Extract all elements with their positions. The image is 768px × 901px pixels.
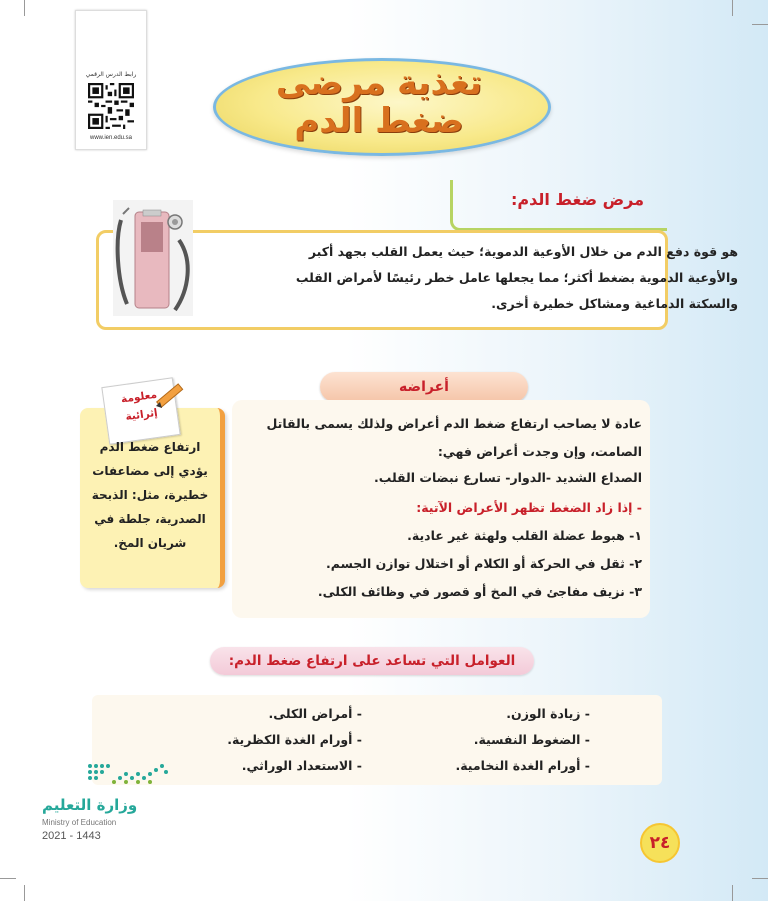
note-line: خطيرة، مثل: الذبحة: [91, 488, 209, 502]
symptoms-subheading: - إذا زاد الضغط تظهر الأعراض الآتية:: [416, 500, 642, 515]
crop-mark: [24, 0, 25, 16]
note-line: الصدرية، جلطة في: [94, 512, 206, 526]
crop-mark: [752, 24, 768, 25]
definition-line: والأوعية الدموية بضغط أكثر؛ مما يجعلها عامل خطر رئيسًا لأمراض القلب: [295, 270, 738, 285]
crop-mark: [0, 878, 16, 879]
crop-mark: [732, 0, 733, 16]
ministry-name-arabic: وزارة التعليم: [42, 796, 138, 814]
qr-url[interactable]: www.ien.edu.sa: [89, 135, 133, 141]
note-card-label: إثرائية: [124, 406, 159, 424]
page-number: ٢٤: [640, 823, 680, 863]
symptoms-line: الصداع الشديد -الدوار- تسارع نبضات القلب.: [373, 470, 642, 485]
page-title-line1: تغذية مرضى: [275, 63, 483, 103]
edition-year: 2021 - 1443: [42, 830, 101, 842]
crop-mark: [24, 885, 25, 901]
symptom-item: ٢- ثقل في الحركة أو الكلام أو اختلال توازن الجسم.: [326, 556, 642, 571]
symptoms-line: عادة لا يصاحب ارتفاع ضغط الدم أعراض ولذلك يسمى بالقاتل: [266, 416, 642, 431]
factor-item: - أورام الغدة النخامية.: [455, 758, 590, 773]
note-line: ارتفاع ضغط الدم: [99, 440, 201, 454]
ministry-logo-icon: [86, 760, 170, 786]
symptom-item: ١- هبوط عضلة القلب ولهثة غير عادية.: [407, 528, 642, 543]
definition-line: والسكتة الدماغية ومشاكل خطيرة أخرى.: [491, 296, 738, 311]
symptom-item: ٣- نزيف مفاجئ في المخ أو قصور في وظائف الكلى.: [317, 584, 642, 599]
page-title-line2: ضغط الدم: [294, 101, 464, 141]
note-line: يؤدي إلى مضاعفات: [92, 464, 208, 478]
qr-code-icon[interactable]: [88, 83, 134, 129]
note-line: شريان المخ.: [113, 536, 187, 550]
definition-heading: مرض ضغط الدم:: [510, 190, 644, 209]
factor-item: - الاستعداد الوراثي.: [241, 758, 362, 773]
factor-item: - أمراض الكلى.: [268, 706, 362, 721]
qr-label: رابط الدرس الرقمي: [85, 71, 137, 78]
factor-item: - الضغوط النفسية.: [473, 732, 590, 747]
note-card-label: معلومة: [120, 388, 158, 406]
crop-mark: [732, 885, 733, 901]
ministry-name-english: Ministry of Education: [42, 818, 117, 827]
blood-pressure-monitor-image: [113, 200, 193, 316]
pencil-icon: [150, 376, 190, 416]
factor-item: - زيادة الوزن.: [506, 706, 590, 721]
definition-line: هو قوة دفع الدم من خلال الأوعية الدموية؛ حيث يعمل القلب بجهد أكبر: [308, 244, 738, 259]
symptoms-heading: أعراضه: [320, 372, 528, 402]
qr-card[interactable]: [75, 10, 147, 150]
crop-mark: [752, 878, 768, 879]
factors-heading: العوامل التي تساعد على ارتفاع ضغط الدم:: [210, 647, 534, 675]
symptoms-line: الصامت، وإن وجدت أعراض فهي:: [437, 444, 642, 459]
factor-item: - أورام الغدة الكظرية.: [227, 732, 362, 747]
